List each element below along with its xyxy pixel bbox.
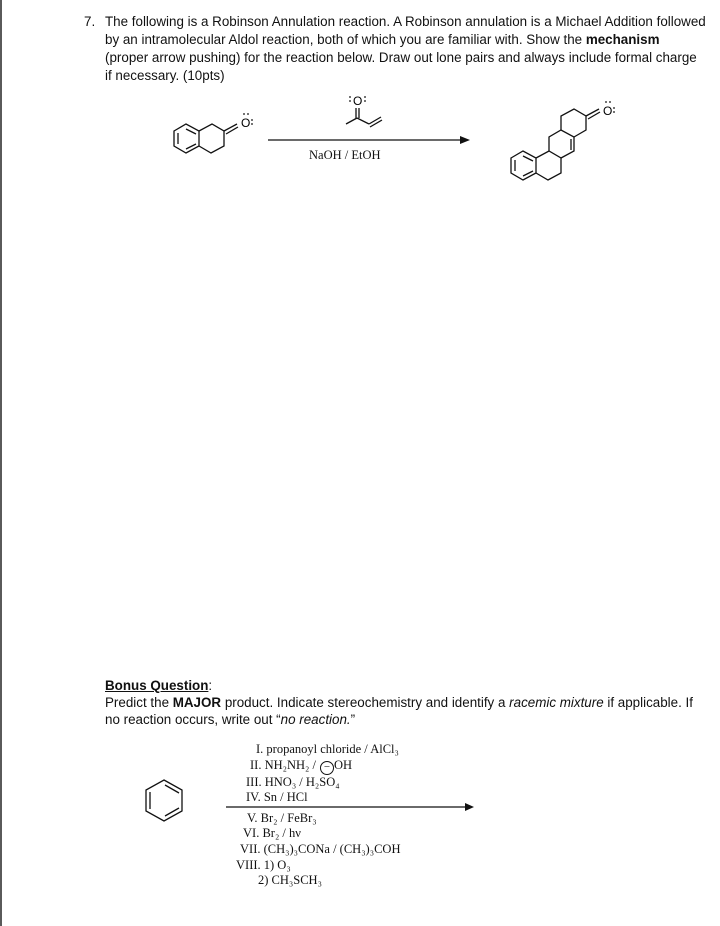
- condition-step-2: [236, 758, 400, 775]
- bonus-text-italic: racemic mixture: [509, 695, 604, 710]
- negative-charge-icon: −: [320, 761, 334, 775]
- reagent-oxygen-label: O: [353, 94, 363, 108]
- product-oxygen: [603, 101, 615, 118]
- condition-step-4: IV. Sn / HCl: [246, 790, 308, 805]
- condition-step-6: VI. Br₂ / hν: [243, 826, 301, 841]
- arrow-2-head: [465, 803, 474, 811]
- reactant-oxygen-label: O: [241, 116, 251, 130]
- condition-step-8: VIII. 1) O₃: [236, 857, 291, 872]
- condition-step-2-tail: OH: [334, 757, 353, 772]
- bonus-title-colon: :: [208, 678, 213, 693]
- product-molecule: [511, 109, 600, 180]
- bonus-question: [105, 677, 705, 728]
- product-oxygen-label: O: [603, 104, 613, 118]
- arrow-1-head: [460, 136, 470, 144]
- reactant-molecule: [174, 124, 238, 153]
- bonus-text-italic2: no reaction.: [280, 712, 351, 727]
- question-7-text-part2: (proper arrow pushing) for the reaction below. Draw out lone pairs and always include formal charge if necessary. (10pts): [105, 50, 697, 83]
- condition-step-2-text: II. NH₂NH₂ /: [250, 757, 316, 772]
- reactant-oxygen: [241, 113, 253, 130]
- bonus-title-line: [105, 677, 705, 694]
- condition-step-5: V. Br₂ / FeBr₃: [247, 810, 317, 825]
- bonus-text-part3: if applicable. If no reaction occurs, write out “: [105, 695, 693, 727]
- condition-step-1: I. propanoyl chloride / AlCl₃: [256, 742, 399, 756]
- condition-step-8b: 2) CH₃SCH₃: [258, 873, 322, 888]
- reagent-molecule: [346, 108, 382, 127]
- condition-step-3: III. HNO₃ / H₂SO₄: [246, 774, 340, 789]
- reagent-oxygen: [349, 94, 366, 108]
- benzene-molecule: [146, 780, 182, 821]
- bonus-text-part4: ”: [350, 712, 356, 727]
- bonus-title: Bonus Question: [105, 678, 209, 693]
- bonus-text-bold: MAJOR: [172, 695, 222, 710]
- reaction-1-reagent: NaOH / EtOH: [309, 148, 381, 162]
- condition-step-7: VII. (CH₃)₃CONa / (CH₃)₃COH: [240, 841, 401, 856]
- bonus-text-part1: Predict the: [105, 695, 173, 710]
- question-7-text-bold: mechanism: [585, 32, 660, 47]
- question-number: 7.: [84, 14, 96, 29]
- bonus-instructions: [105, 694, 705, 728]
- bonus-reaction-conditions: [236, 742, 400, 889]
- bonus-text-part2: product. Indicate stereochemistry and identify a: [221, 695, 510, 710]
- question-7-text-part1: The following is a Robinson Annulation reaction. A Robinson annulation is a Michael Addition followed by an intramolecular Aldol reaction, both of which you are familiar with. Show the: [105, 14, 706, 47]
